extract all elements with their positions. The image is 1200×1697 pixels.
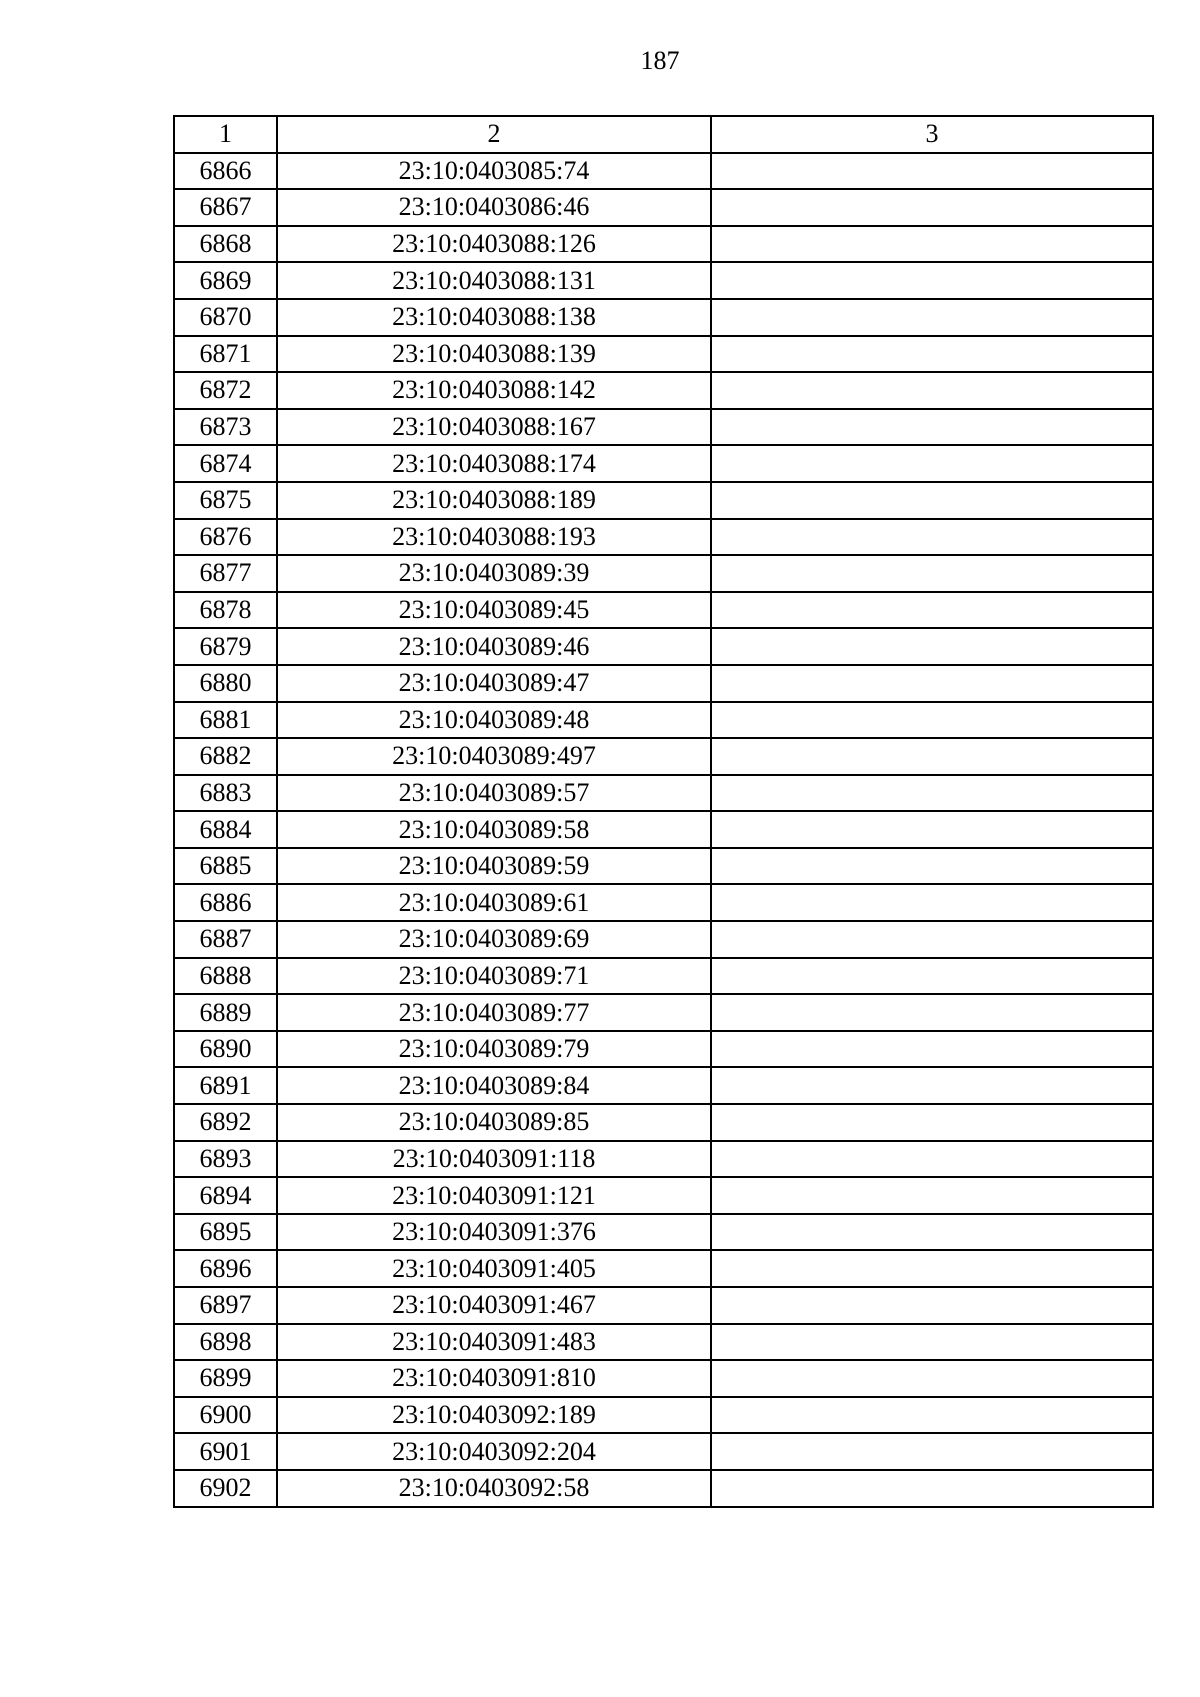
- registry-table: [173, 115, 1154, 1508]
- cadastral-number-cell: 23:10:0403089:58: [277, 811, 711, 848]
- table-row: [174, 1104, 1153, 1141]
- notes-cell: [711, 226, 1153, 263]
- row-number-cell: 6888: [174, 958, 277, 995]
- notes-cell: [711, 884, 1153, 921]
- row-number-cell: 6874: [174, 445, 277, 482]
- table-row: [174, 811, 1153, 848]
- row-number-cell: 6898: [174, 1324, 277, 1361]
- header-cell-2: 2: [277, 116, 711, 153]
- table-row: [174, 1397, 1153, 1434]
- cadastral-number-cell: 23:10:0403091:118: [277, 1141, 711, 1178]
- notes-cell: [711, 1433, 1153, 1470]
- table-row: [174, 994, 1153, 1031]
- table-header: [174, 116, 1153, 153]
- row-number-cell: 6889: [174, 994, 277, 1031]
- table-row: [174, 555, 1153, 592]
- table-row: [174, 1287, 1153, 1324]
- row-number-cell: 6876: [174, 519, 277, 556]
- notes-cell: [711, 519, 1153, 556]
- row-number-cell: 6872: [174, 372, 277, 409]
- cadastral-number-cell: 23:10:0403088:189: [277, 482, 711, 519]
- notes-cell: [711, 592, 1153, 629]
- table-row: [174, 1141, 1153, 1178]
- notes-cell: [711, 702, 1153, 739]
- notes-cell: [711, 1470, 1153, 1507]
- cadastral-number-cell: 23:10:0403092:58: [277, 1470, 711, 1507]
- row-number-cell: 6896: [174, 1250, 277, 1287]
- table-row: [174, 1214, 1153, 1251]
- row-number-cell: 6902: [174, 1470, 277, 1507]
- cadastral-number-cell: 23:10:0403089:84: [277, 1067, 711, 1104]
- row-number-cell: 6873: [174, 409, 277, 446]
- cadastral-number-cell: 23:10:0403092:204: [277, 1433, 711, 1470]
- table-row: [174, 189, 1153, 226]
- notes-cell: [711, 1287, 1153, 1324]
- cadastral-number-cell: 23:10:0403088:142: [277, 372, 711, 409]
- notes-cell: [711, 1141, 1153, 1178]
- cadastral-number-cell: 23:10:0403088:167: [277, 409, 711, 446]
- row-number-cell: 6879: [174, 628, 277, 665]
- table-row: [174, 482, 1153, 519]
- cadastral-number-cell: 23:10:0403089:71: [277, 958, 711, 995]
- notes-cell: [711, 1104, 1153, 1141]
- cadastral-number-cell: 23:10:0403089:48: [277, 702, 711, 739]
- table-row: [174, 592, 1153, 629]
- row-number-cell: 6890: [174, 1031, 277, 1068]
- notes-cell: [711, 1031, 1153, 1068]
- row-number-cell: 6900: [174, 1397, 277, 1434]
- table-row: [174, 1177, 1153, 1214]
- notes-cell: [711, 665, 1153, 702]
- table-row: [174, 1067, 1153, 1104]
- table-row: [174, 1433, 1153, 1470]
- notes-cell: [711, 1067, 1153, 1104]
- notes-cell: [711, 299, 1153, 336]
- table-row: [174, 372, 1153, 409]
- header-row: [174, 116, 1153, 153]
- cadastral-number-cell: 23:10:0403091:810: [277, 1360, 711, 1397]
- cadastral-number-cell: 23:10:0403088:174: [277, 445, 711, 482]
- table-row: [174, 1360, 1153, 1397]
- cadastral-number-cell: 23:10:0403089:59: [277, 848, 711, 885]
- row-number-cell: 6894: [174, 1177, 277, 1214]
- row-number-cell: 6885: [174, 848, 277, 885]
- cadastral-number-cell: 23:10:0403089:61: [277, 884, 711, 921]
- row-number-cell: 6870: [174, 299, 277, 336]
- table-row: [174, 884, 1153, 921]
- notes-cell: [711, 482, 1153, 519]
- page-number: 187: [640, 46, 680, 75]
- table-row: [174, 262, 1153, 299]
- row-number-cell: 6884: [174, 811, 277, 848]
- cadastral-number-cell: 23:10:0403092:189: [277, 1397, 711, 1434]
- row-number-cell: 6895: [174, 1214, 277, 1251]
- table-body: [174, 153, 1153, 1507]
- notes-cell: [711, 1177, 1153, 1214]
- notes-cell: [711, 336, 1153, 373]
- table-row: [174, 738, 1153, 775]
- table-row: [174, 1250, 1153, 1287]
- cadastral-number-cell: 23:10:0403089:497: [277, 738, 711, 775]
- notes-cell: [711, 1250, 1153, 1287]
- row-number-cell: 6877: [174, 555, 277, 592]
- cadastral-number-cell: 23:10:0403088:139: [277, 336, 711, 373]
- table-row: [174, 445, 1153, 482]
- notes-cell: [711, 958, 1153, 995]
- row-number-cell: 6897: [174, 1287, 277, 1324]
- cadastral-number-cell: 23:10:0403089:69: [277, 921, 711, 958]
- table-row: [174, 702, 1153, 739]
- row-number-cell: 6899: [174, 1360, 277, 1397]
- notes-cell: [711, 445, 1153, 482]
- notes-cell: [711, 262, 1153, 299]
- cadastral-number-cell: 23:10:0403089:46: [277, 628, 711, 665]
- notes-cell: [711, 738, 1153, 775]
- header-cell-1: 1: [174, 116, 277, 153]
- notes-cell: [711, 994, 1153, 1031]
- table-row: [174, 775, 1153, 812]
- row-number-cell: 6901: [174, 1433, 277, 1470]
- cadastral-number-cell: 23:10:0403089:79: [277, 1031, 711, 1068]
- notes-cell: [711, 1324, 1153, 1361]
- table-row: [174, 1470, 1153, 1507]
- cadastral-number-cell: 23:10:0403085:74: [277, 153, 711, 190]
- table-row: [174, 226, 1153, 263]
- cadastral-number-cell: 23:10:0403088:126: [277, 226, 711, 263]
- cadastral-number-cell: 23:10:0403089:57: [277, 775, 711, 812]
- notes-cell: [711, 848, 1153, 885]
- table-row: [174, 921, 1153, 958]
- table-row: [174, 958, 1153, 995]
- row-number-cell: 6867: [174, 189, 277, 226]
- cadastral-number-cell: 23:10:0403089:77: [277, 994, 711, 1031]
- cadastral-number-cell: 23:10:0403089:85: [277, 1104, 711, 1141]
- notes-cell: [711, 372, 1153, 409]
- row-number-cell: 6887: [174, 921, 277, 958]
- header-cell-3: 3: [711, 116, 1153, 153]
- table-row: [174, 1324, 1153, 1361]
- notes-cell: [711, 409, 1153, 446]
- cadastral-number-cell: 23:10:0403091:405: [277, 1250, 711, 1287]
- notes-cell: [711, 1360, 1153, 1397]
- table-row: [174, 848, 1153, 885]
- row-number-cell: 6886: [174, 884, 277, 921]
- cadastral-number-cell: 23:10:0403088:138: [277, 299, 711, 336]
- row-number-cell: 6871: [174, 336, 277, 373]
- notes-cell: [711, 1397, 1153, 1434]
- cadastral-number-cell: 23:10:0403091:121: [277, 1177, 711, 1214]
- row-number-cell: 6881: [174, 702, 277, 739]
- row-number-cell: 6866: [174, 153, 277, 190]
- cadastral-number-cell: 23:10:0403089:47: [277, 665, 711, 702]
- table-row: [174, 336, 1153, 373]
- notes-cell: [711, 555, 1153, 592]
- row-number-cell: 6868: [174, 226, 277, 263]
- notes-cell: [711, 811, 1153, 848]
- table-row: [174, 665, 1153, 702]
- notes-cell: [711, 775, 1153, 812]
- table-row: [174, 409, 1153, 446]
- row-number-cell: 6893: [174, 1141, 277, 1178]
- cadastral-number-cell: 23:10:0403091:467: [277, 1287, 711, 1324]
- row-number-cell: 6883: [174, 775, 277, 812]
- cadastral-number-cell: 23:10:0403091:376: [277, 1214, 711, 1251]
- row-number-cell: 6882: [174, 738, 277, 775]
- cadastral-number-cell: 23:10:0403091:483: [277, 1324, 711, 1361]
- table-row: [174, 153, 1153, 190]
- notes-cell: [711, 628, 1153, 665]
- table-row: [174, 299, 1153, 336]
- row-number-cell: 6880: [174, 665, 277, 702]
- row-number-cell: 6878: [174, 592, 277, 629]
- row-number-cell: 6891: [174, 1067, 277, 1104]
- table-row: [174, 1031, 1153, 1068]
- row-number-cell: 6875: [174, 482, 277, 519]
- table-row: [174, 628, 1153, 665]
- cadastral-number-cell: 23:10:0403089:39: [277, 555, 711, 592]
- cadastral-number-cell: 23:10:0403089:45: [277, 592, 711, 629]
- cadastral-number-cell: 23:10:0403088:193: [277, 519, 711, 556]
- notes-cell: [711, 153, 1153, 190]
- notes-cell: [711, 921, 1153, 958]
- row-number-cell: 6869: [174, 262, 277, 299]
- cadastral-number-cell: 23:10:0403088:131: [277, 262, 711, 299]
- cadastral-number-cell: 23:10:0403086:46: [277, 189, 711, 226]
- notes-cell: [711, 1214, 1153, 1251]
- table-row: [174, 519, 1153, 556]
- row-number-cell: 6892: [174, 1104, 277, 1141]
- notes-cell: [711, 189, 1153, 226]
